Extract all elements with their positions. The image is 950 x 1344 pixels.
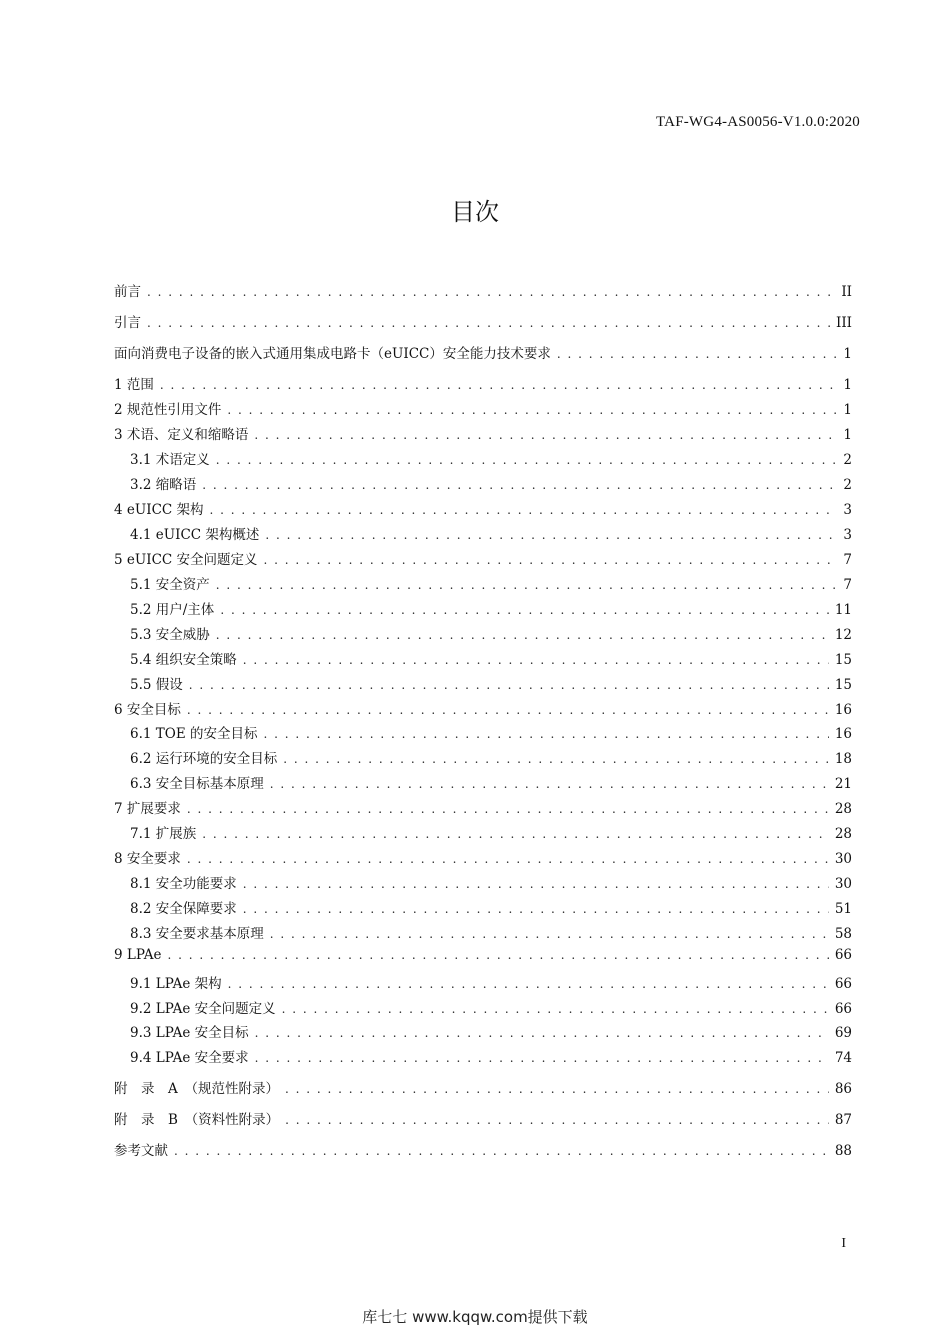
toc-entry-page: 1 xyxy=(843,427,852,443)
toc-dot-leader xyxy=(265,528,837,542)
toc-entry-page: 66 xyxy=(834,1001,852,1017)
toc-entry-label: 附 录 B （资料性附录） xyxy=(114,1112,280,1128)
toc-entry-page: III xyxy=(836,315,852,331)
toc-dot-leader xyxy=(243,877,829,891)
toc-entry-page: 1 xyxy=(843,346,852,362)
toc-dot-leader xyxy=(189,678,829,692)
toc-dot-leader xyxy=(285,1113,829,1127)
toc-entry-label: 1 范围 xyxy=(114,377,154,393)
toc-dot-leader xyxy=(270,777,829,791)
toc-entry-page: 88 xyxy=(834,1143,852,1159)
toc-dot-leader xyxy=(202,827,829,841)
toc-entry-page: 11 xyxy=(834,602,852,618)
toc-entry-page: 58 xyxy=(834,926,852,942)
toc-dot-leader xyxy=(187,703,829,717)
toc-dot-leader xyxy=(243,902,829,916)
toc-dot-leader xyxy=(285,1082,829,1096)
toc-entry[interactable] xyxy=(130,772,852,796)
toc-entry-label: 6.2 运行环境的安全目标 xyxy=(130,751,278,767)
toc-entry-page: 66 xyxy=(834,976,852,992)
toc-dot-leader xyxy=(147,285,835,299)
toc-entry[interactable] xyxy=(114,342,852,366)
toc-entry-page: 87 xyxy=(834,1112,852,1128)
toc-entry-page: 3 xyxy=(843,502,852,518)
toc-dot-leader xyxy=(216,578,838,592)
toc-entry[interactable] xyxy=(130,623,852,647)
toc-dot-leader xyxy=(282,1002,829,1016)
toc-dot-leader xyxy=(187,802,829,816)
toc-entry-page: 15 xyxy=(834,677,852,693)
toc-entry-label: 3 术语、定义和缩略语 xyxy=(114,427,249,443)
toc-entry-page: 1 xyxy=(843,377,852,393)
toc-dot-leader xyxy=(557,347,838,361)
toc-entry-label: 9.3 LPAe 安全目标 xyxy=(130,1025,249,1041)
toc-entry[interactable] xyxy=(114,423,852,447)
toc-entry[interactable] xyxy=(114,1139,852,1163)
toc-entry[interactable] xyxy=(130,673,852,697)
toc-entry-page: 2 xyxy=(843,452,852,468)
toc-entry[interactable] xyxy=(114,698,852,722)
toc-entry-page: 1 xyxy=(843,402,852,418)
toc-entry[interactable] xyxy=(130,897,852,921)
toc-entry-page: 7 xyxy=(843,577,852,593)
toc-entry[interactable] xyxy=(130,1046,852,1070)
toc-entry-label: 5 eUICC 安全问题定义 xyxy=(114,552,258,568)
toc-entry-page: 28 xyxy=(834,826,852,842)
toc-entry[interactable] xyxy=(114,947,852,971)
toc-entry-label: 9.2 LPAe 安全问题定义 xyxy=(130,1001,276,1017)
toc-dot-leader xyxy=(283,752,829,766)
toc-entry-label: 前言 xyxy=(114,284,141,300)
toc-dot-leader xyxy=(255,1026,829,1040)
toc-entry[interactable] xyxy=(114,548,852,572)
toc-entry-label: 6.1 TOE 的安全目标 xyxy=(130,726,258,742)
toc-entry[interactable] xyxy=(114,398,852,422)
toc-entry-label: 3.2 缩略语 xyxy=(130,477,197,493)
toc-entry-label: 4.1 eUICC 架构概述 xyxy=(130,527,260,543)
toc-dot-leader xyxy=(210,503,838,517)
toc-entry[interactable] xyxy=(114,373,852,397)
toc-dot-leader xyxy=(220,603,829,617)
toc-entry[interactable] xyxy=(130,997,852,1021)
toc-entry[interactable] xyxy=(130,722,852,746)
toc-entry[interactable] xyxy=(114,1108,852,1132)
toc-entry[interactable] xyxy=(130,1021,852,1045)
toc-entry-label: 8.1 安全功能要求 xyxy=(130,876,237,892)
toc-dot-leader xyxy=(167,948,828,962)
toc-entry-page: 30 xyxy=(834,851,852,867)
toc-entry-label: 引言 xyxy=(114,315,141,331)
toc-entry[interactable] xyxy=(130,473,852,497)
toc-entry-label: 附 录 A （规范性附录） xyxy=(114,1081,279,1097)
toc-dot-leader xyxy=(254,428,837,442)
toc-entry-label: 7 扩展要求 xyxy=(114,801,181,817)
toc-title: 目次 xyxy=(451,198,499,226)
footer-watermark: 库七七 www.kqqw.com提供下载 xyxy=(362,1308,588,1326)
toc-entry-label: 8.2 安全保障要求 xyxy=(130,901,237,917)
toc-entry[interactable] xyxy=(114,280,852,304)
toc-entry[interactable] xyxy=(130,573,852,597)
toc-entry-label: 2 规范性引用文件 xyxy=(114,402,222,418)
toc-entry[interactable] xyxy=(130,648,852,672)
toc-entry[interactable] xyxy=(114,847,852,871)
toc-entry-page: 16 xyxy=(834,726,852,742)
toc-dot-leader xyxy=(263,727,828,741)
toc-entry-page: 2 xyxy=(843,477,852,493)
toc-entry-page: 3 xyxy=(843,527,852,543)
toc-entry-page: 66 xyxy=(834,947,852,963)
toc-entry-label: 5.3 安全威胁 xyxy=(130,627,210,643)
toc-entry[interactable] xyxy=(130,822,852,846)
toc-entry-label: 4 eUICC 架构 xyxy=(114,502,204,518)
toc-entry-page: 15 xyxy=(834,652,852,668)
toc-entry-label: 6.3 安全目标基本原理 xyxy=(130,776,264,792)
toc-dot-leader xyxy=(216,453,838,467)
toc-entry-page: 16 xyxy=(834,702,852,718)
toc-entry-label: 9.4 LPAe 安全要求 xyxy=(130,1050,249,1066)
toc-dot-leader xyxy=(255,1051,829,1065)
toc-dot-leader xyxy=(216,628,829,642)
toc-entry-page: 28 xyxy=(834,801,852,817)
toc-dot-leader xyxy=(227,403,837,417)
toc-entry-page: 7 xyxy=(843,552,852,568)
toc-dot-leader xyxy=(147,316,830,330)
toc-entry-page: 51 xyxy=(834,901,852,917)
toc-entry[interactable] xyxy=(130,872,852,896)
toc-entry[interactable] xyxy=(130,448,852,472)
toc-entry-page: 30 xyxy=(834,876,852,892)
toc-entry[interactable] xyxy=(130,972,852,996)
toc-dot-leader xyxy=(270,927,829,941)
toc-entry-label: 8.3 安全要求基本原理 xyxy=(130,926,264,942)
toc-dot-leader xyxy=(187,852,829,866)
toc-entry-page: 69 xyxy=(834,1025,852,1041)
toc-entry-label: 9.1 LPAe 架构 xyxy=(130,976,222,992)
toc-entry-page: II xyxy=(841,284,852,300)
toc-dot-leader xyxy=(202,478,837,492)
toc-dot-leader xyxy=(228,977,829,991)
toc-dot-leader xyxy=(243,653,829,667)
toc-entry-label: 7.1 扩展族 xyxy=(130,826,197,842)
toc-entry-page: 21 xyxy=(834,776,852,792)
toc-entry-page: 74 xyxy=(834,1050,852,1066)
document-id: TAF-WG4-AS0056-V1.0.0:2020 xyxy=(656,114,860,130)
toc-entry-label: 6 安全目标 xyxy=(114,702,181,718)
toc-entry-page: 86 xyxy=(834,1081,852,1097)
toc-entry-label: 5.2 用户/主体 xyxy=(130,602,215,618)
toc-entry-label: 面向消费电子设备的嵌入式通用集成电路卡（eUICC）安全能力技术要求 xyxy=(114,346,551,362)
toc-entry-page: 18 xyxy=(834,751,852,767)
toc-entry-label: 5.4 组织安全策略 xyxy=(130,652,237,668)
toc-entry-label: 参考文献 xyxy=(114,1143,168,1159)
toc-entry[interactable] xyxy=(114,1077,852,1101)
toc-entry[interactable] xyxy=(114,311,852,335)
toc-entry-label: 5.1 安全资产 xyxy=(130,577,210,593)
page-number: I xyxy=(841,1236,846,1251)
toc-entry[interactable] xyxy=(130,523,852,547)
toc-entry-label: 9 LPAe xyxy=(114,947,162,963)
toc-dot-leader xyxy=(160,378,838,392)
toc-entry-page: 12 xyxy=(834,627,852,643)
toc-entry-label: 3.1 术语定义 xyxy=(130,452,210,468)
toc-entry-label: 5.5 假设 xyxy=(130,677,183,693)
toc-entry[interactable] xyxy=(130,747,852,771)
toc-entry[interactable] xyxy=(130,598,852,622)
toc-entry[interactable] xyxy=(114,797,852,821)
toc-entry-label: 8 安全要求 xyxy=(114,851,181,867)
toc-entry[interactable] xyxy=(130,922,852,946)
toc-dot-leader xyxy=(174,1144,829,1158)
toc-dot-leader xyxy=(264,553,838,567)
toc-entry[interactable] xyxy=(114,498,852,522)
